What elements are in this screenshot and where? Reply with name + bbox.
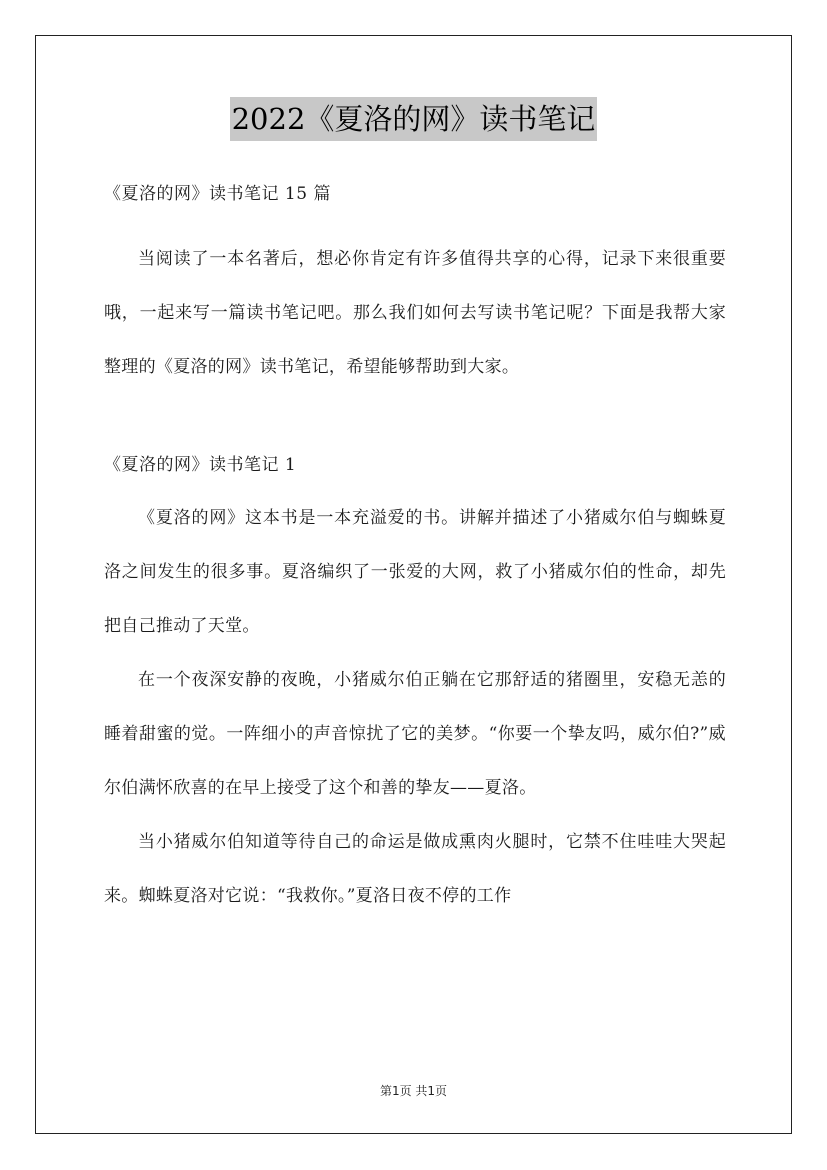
- document-subtitle: 《夏洛的网》读书笔记 15 篇: [104, 184, 331, 204]
- page-footer: 第1页 共1页: [379, 1084, 448, 1098]
- body-paragraph: 在一个夜深安静的夜晚，小猪威尔伯正躺在它那舒适的猪圈里，安稳无恙的睡着甜蜜的觉。一阵细小的声音惊扰了它的美梦。“你要一个挚友吗，威尔伯?”威尔伯满怀欣喜的在早上接受了这个和善的挚友——夏洛。: [104, 670, 726, 798]
- section-heading: 《夏洛的网》读书笔记 1: [104, 455, 297, 475]
- title-container: [0, 97, 827, 141]
- document-title: 2022《夏洛的网》读书笔记: [230, 97, 598, 141]
- body-paragraph: 《夏洛的网》这本书是一本充溢爱的书。讲解并描述了小猪威尔伯与蜘蛛夏洛之间发生的很多事。夏洛编织了一张爱的大网，救了小猪威尔伯的性命，却先把自己推动了天堂。: [104, 508, 726, 636]
- intro-paragraph: 当阅读了一本名著后，想必你肯定有许多值得共享的心得，记录下来很重要哦，一起来写一篇读书笔记吧。那么我们如何去写读书笔记呢？下面是我帮大家整理的《夏洛的网》读书笔记，希望能够帮助到大家。: [104, 249, 726, 377]
- document-body: [104, 176, 726, 923]
- body-paragraph: 当小猪威尔伯知道等待自己的命运是做成熏肉火腿时，它禁不住哇哇大哭起来。蜘蛛夏洛对它说：“我救你。”夏洛日夜不停的工作: [104, 832, 726, 906]
